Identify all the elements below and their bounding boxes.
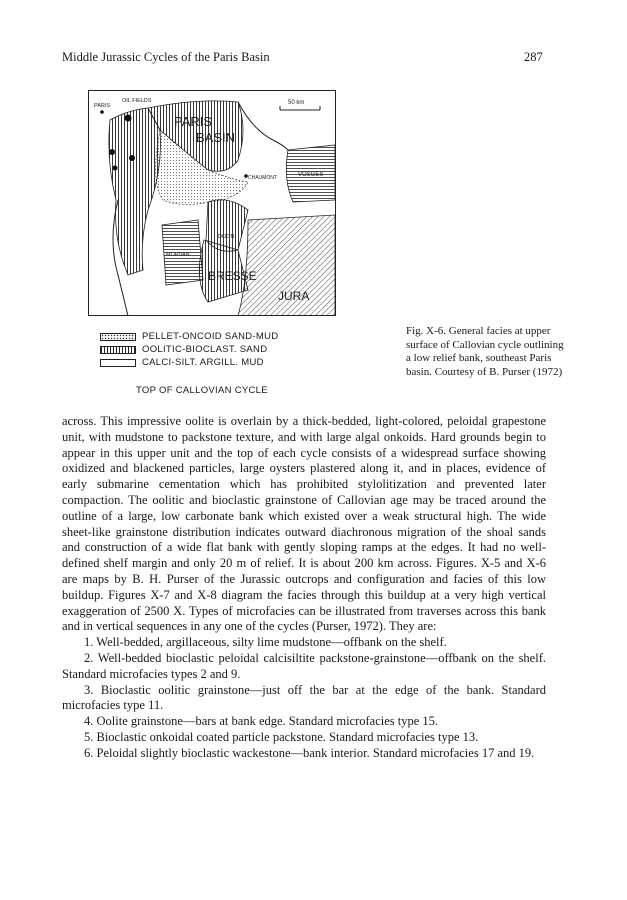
facies-map [88,90,336,316]
map-label-morvan: MORVAN [166,252,190,258]
legend-swatch-empty [100,359,136,367]
legend-item [100,330,310,343]
legend-label: OOLITIC-BIOCLAST. SAND [142,344,268,355]
list-item: 5. Bioclastic onkoidal coated particle packstone. Standard microfacies type 13. [84,729,479,744]
map-label-basin-1: PARIS [174,114,213,129]
map-label-basin-2: BASIN [196,130,236,145]
legend-item [100,356,310,369]
map-label-bresse: BRESSE [208,269,257,283]
page-number: 287 [524,50,543,64]
list-item: 3. Bioclastic oolitic grainstone—just off the bar at the edge of the bank. Standard microfacies type 11. [62,682,546,713]
map-legend [100,330,310,396]
legend-swatch-vertical-lines [100,346,136,354]
oil-field-dot [109,149,115,155]
map-label-dijon: DIJON [218,234,235,240]
figure-caption: Fig. X-6. General facies at upper surface of Callovian cycle outlining a low relief bank, southeast Paris basin. Courtesy of B. Purser (1972) [406,325,564,378]
map-label-scale: 50 km [288,100,305,106]
legend-label: PELLET-ONCOID SAND-MUD [142,331,279,342]
oil-field-dot [129,155,135,161]
legend-item [100,343,310,356]
legend-label: CALCI-SILT. ARGILL. MUD [142,357,264,368]
list-item: 4. Oolite grainstone—bars at bank edge. Standard microfacies type 15. [84,714,439,729]
paris-dot [100,110,104,114]
map-label-oil-fields: OIL FIELDS [122,98,152,104]
legend-swatch-dots [100,333,136,341]
map-label-paris: PARIS [94,103,111,109]
body-text [62,414,546,762]
map-label-chaumont: CHAUMONT [248,175,277,181]
oil-field-dot [125,115,132,122]
body-paragraph: across. This impressive oolite is overlain by a thick-bedded, light-colored, peloidal grapestone unit, with mudstone to packstone texture, and with large algal onkoids. Hard grounds begin to appear in this upper unit and the top of each cycle consists of a widespread surface showing oxidized and blackened particles, large oysters plastered along it, and in places, evidence of early submarine cementation which has prohibited stylolitization and prevented later compaction. The oolitic and bioclastic grainstone of Callovian age may be traced around the outline of a large, low carbonate bank which existed over a weak structural high. The wide sheet-like grainstone distribution indicates outward diachronous migration of the shoal sands and construction of a wide flat bank with gently sloping ramps at the edges. It had no well-defined shelf margin and only 20 m of relief. It is about 200 km across. Figures. X-5 and X-6 are maps by B. H. Purser of the Jurassic outcrops and configuration and facies of this low buildup. Figures X-7 and X-8 diagram the facies through this buildup at a very high vertical exaggeration of 2500 X. Types of microfacies can be illustrated from traverses across this bank and in vertical sequences in any one of the cycles (Purser, 1972). They are: [62,414,546,634]
list-item: 1. Well-bedded, argillaceous, silty lime mudstone—offbank on the shelf. [84,635,447,650]
map-label-jura: JURA [278,289,310,303]
map-label-vosges: VOSGES [298,172,324,178]
legend-title: TOP OF CALLOVIAN CYCLE [136,385,268,396]
list-item: 6. Peloidal slightly bioclastic wackestone—bank interior. Standard microfacies 17 and 19. [84,745,535,760]
running-title: Middle Jurassic Cycles of the Paris Basin [62,50,270,64]
oil-field-dot [113,166,118,171]
list-item: 2. Well-bedded bioclastic peloidal calcisiltite packstone-grainstone—offbank on the shelf. Standard microfacies types 2 and 9. [62,650,546,681]
